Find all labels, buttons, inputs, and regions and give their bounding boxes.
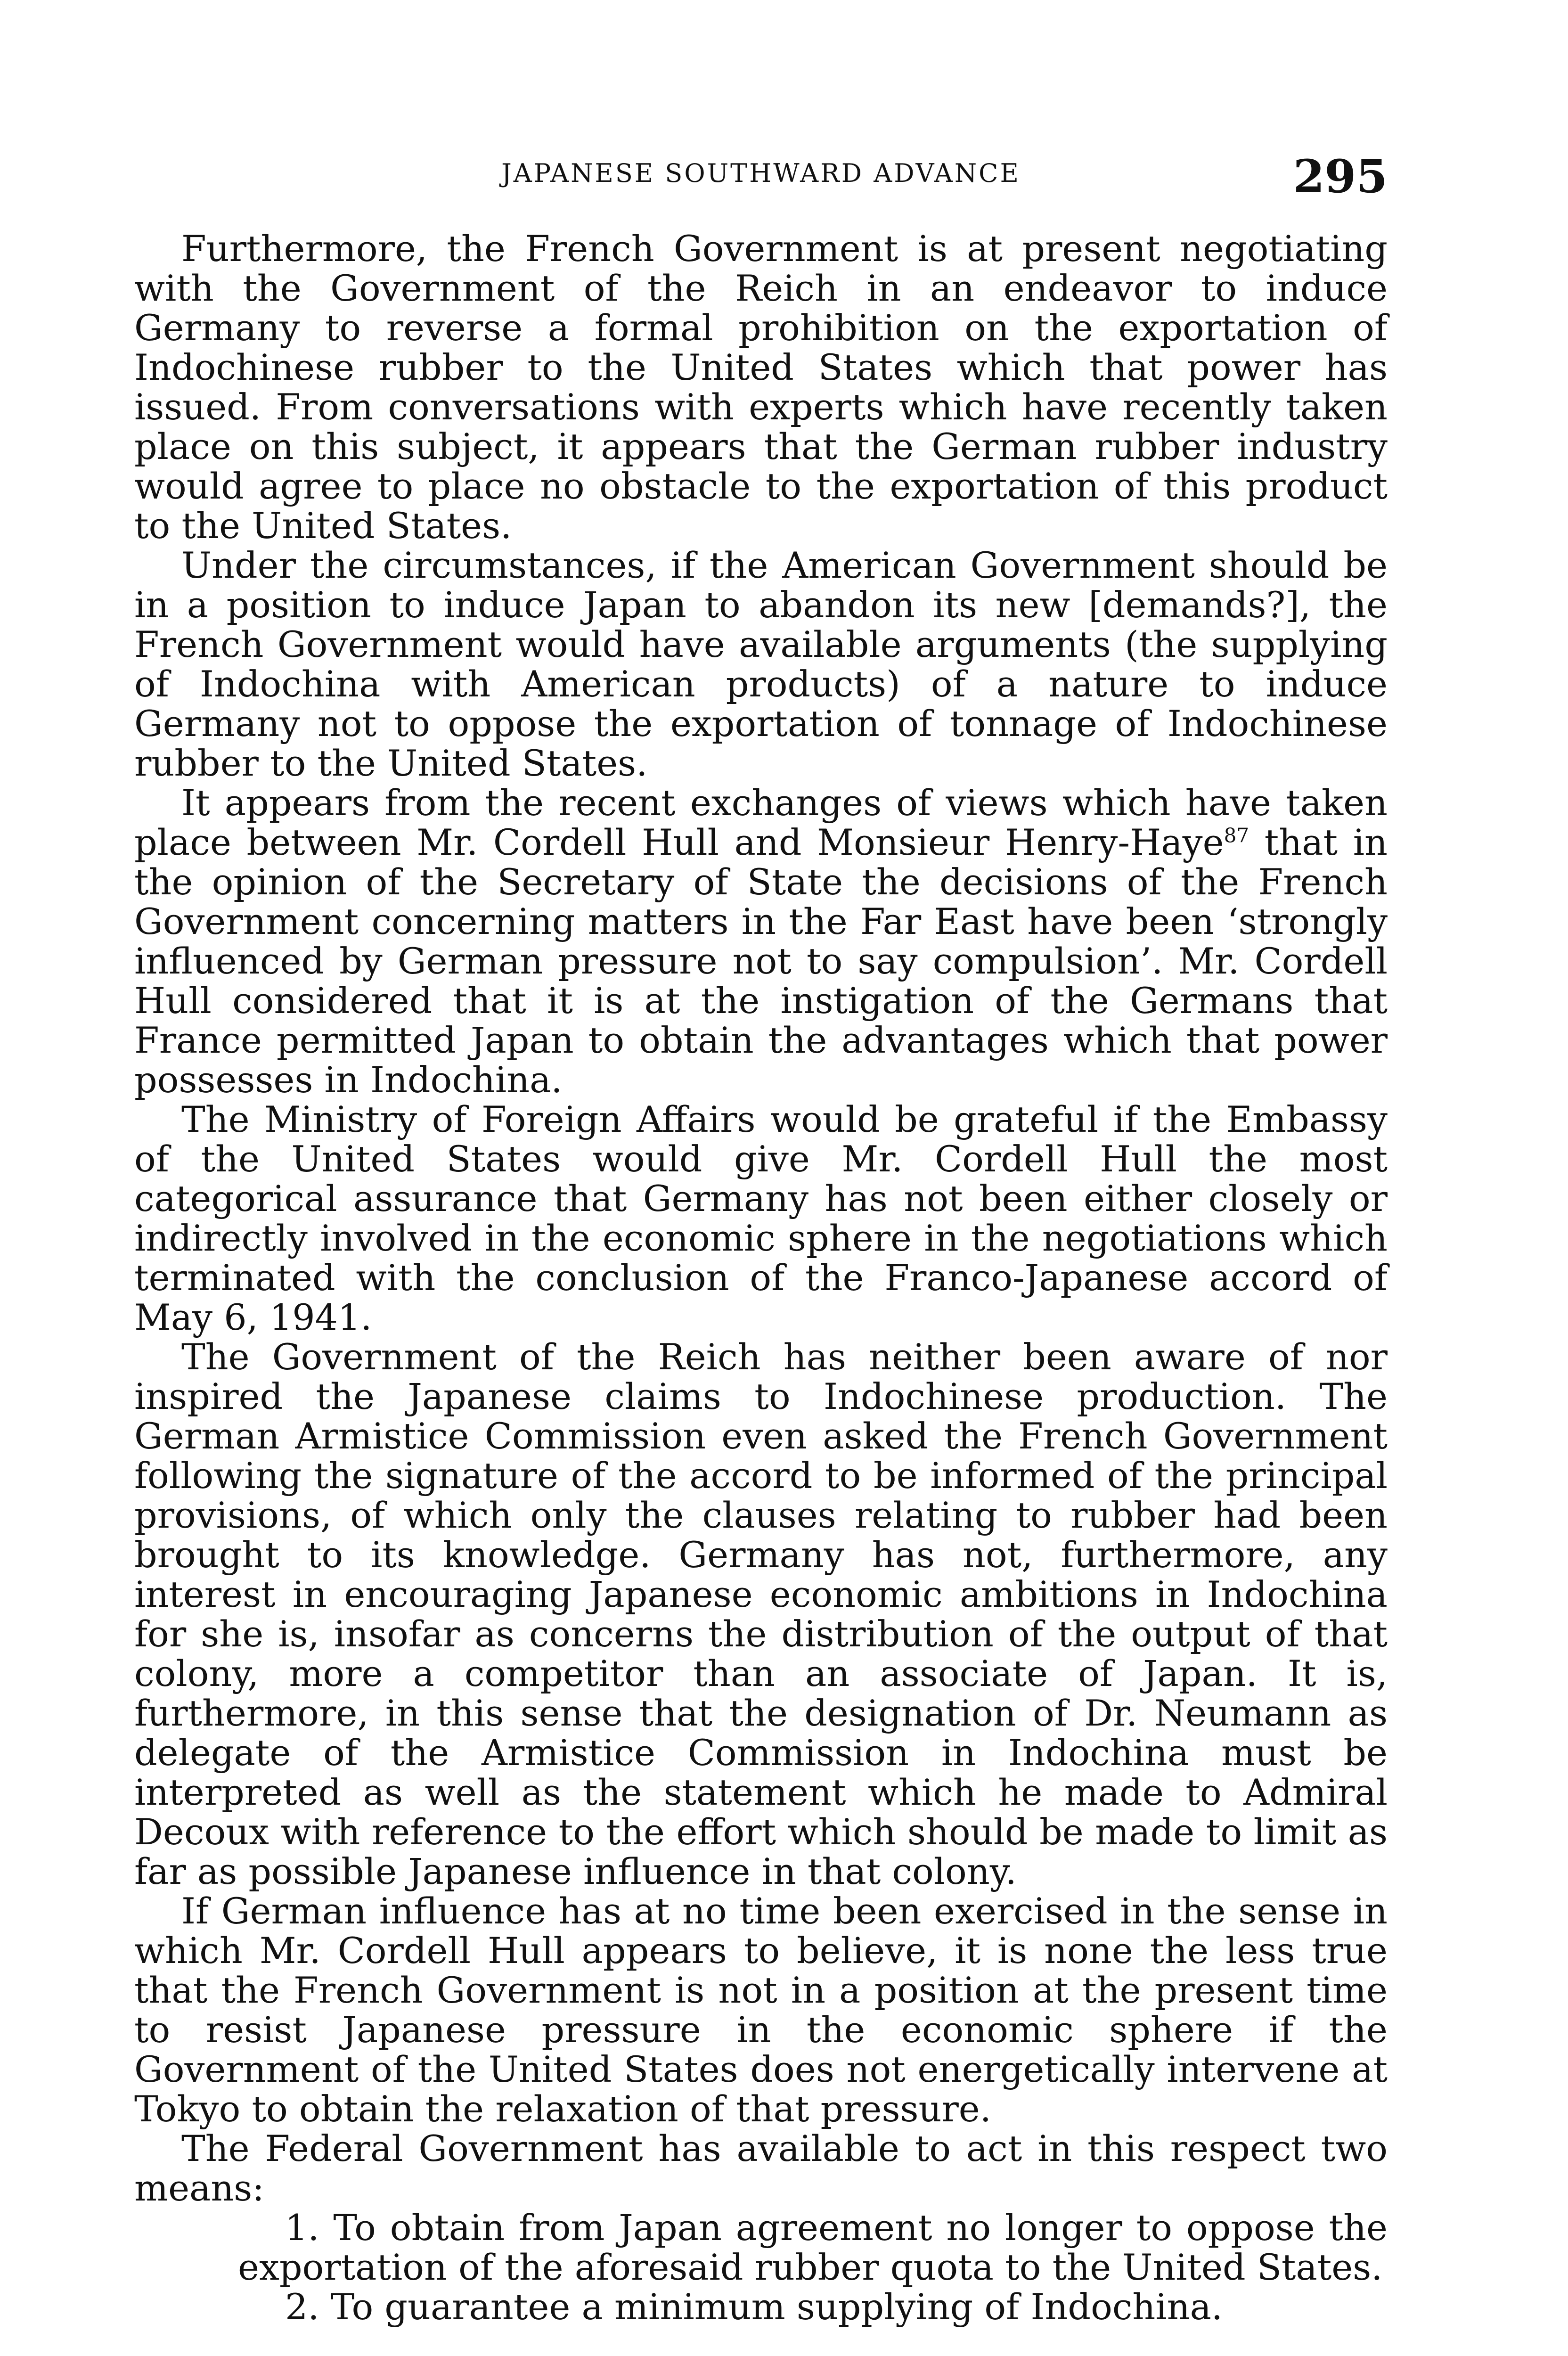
paragraph: If German influence has at no time been exercised in the sense in which Mr. Cordell Hull appears to believe, it is none the less true that the French Government is not in a position at the present time to resist Japanese pressure in the economic sphere if the Government of the United States does not energetically intervene at Tokyo to obtain the relaxation of that pressure. [134, 1890, 1388, 2130]
paragraph: The Government of the Reich has neither been aware of nor inspired the Japanese claims to Indochinese production. The German Armistice Commission even asked the French Government following the signature of the accord to be informed of the principal provisions, of which only the clauses relating to rubber had been brought to its knowledge. Germany has not, furthermore, any interest in encouraging Japanese economic ambitions in Indochina for she is, insofar as concerns the distribution of the output of that colony, more a competitor than an associate of Japan. It is, furthermore, in this sense that the designation of Dr. Neumann as delegate of the Armistice Commission in Indochina must be interpreted as well as the statement which he made to Admiral Decoux with reference to the effort which should be made to limit as far as possible Japanese influence in that colony. [134, 1336, 1388, 1892]
paragraph-text: that in the opinion of the Secretary of State the decisions of the French Government concerning matters in the Far East have been ‘strongly influenced by German pressure not to say compulsion’. Mr. Cordell Hull considered that it is at the instigation of the Germans that France permitted Japan to obtain the advantages which that power possesses in Indochina. [134, 821, 1388, 1101]
page-header [134, 150, 1388, 202]
paragraph [134, 783, 1388, 1100]
paragraph: Furthermore, the French Government is at present negotiating with the Government of the Reich in an endeavor to induce Germany to reverse a formal prohibition on the exportation of Indochinese rubber to the United States which that power has issued. From conversations with experts which have recently taken place on this subject, it appears that the German rubber industry would agree to place no obstacle to the exportation of this product to the United States. [134, 228, 1388, 547]
numbered-list [134, 2208, 1388, 2327]
page-number: 295 [1293, 150, 1388, 203]
paragraph: Under the circumstances, if the American Government should be in a position to induce Japan to abandon its new [demands?], the French Government would have available arguments (the supplying of Indochina with American products) of a nature to induce Germany not to oppose the exportation of tonnage of Indochinese rubber to the United States. [134, 544, 1388, 784]
running-head: JAPANESE SOUTHWARD ADVANCE [501, 158, 1021, 188]
footnote-reference: 87 [1224, 824, 1250, 847]
paragraph: The Ministry of Foreign Affairs would be grateful if the Embassy of the United States would give Mr. Cordell Hull the most categorical assurance that Germany has not been either closely or indirectly involved in the economic sphere in the negotiations which terminated with the conclusion of the Franco-Japanese accord of May 6, 1941. [134, 1098, 1388, 1338]
list-item: 2. To guarantee a minimum supplying of Indochina. [285, 2286, 1223, 2328]
paragraph: The Federal Government has available to act in this respect two means: [134, 2127, 1388, 2209]
paragraph-text: It appears from the recent exchanges of views which have taken place between Mr. Cordell Hull and Monsieur Henry-Haye [134, 782, 1388, 863]
body-text [134, 229, 1388, 2327]
list-item: 1. To obtain from Japan agreement no longer to oppose the exportation of the aforesaid rubber quota to the United States. [238, 2207, 1388, 2288]
